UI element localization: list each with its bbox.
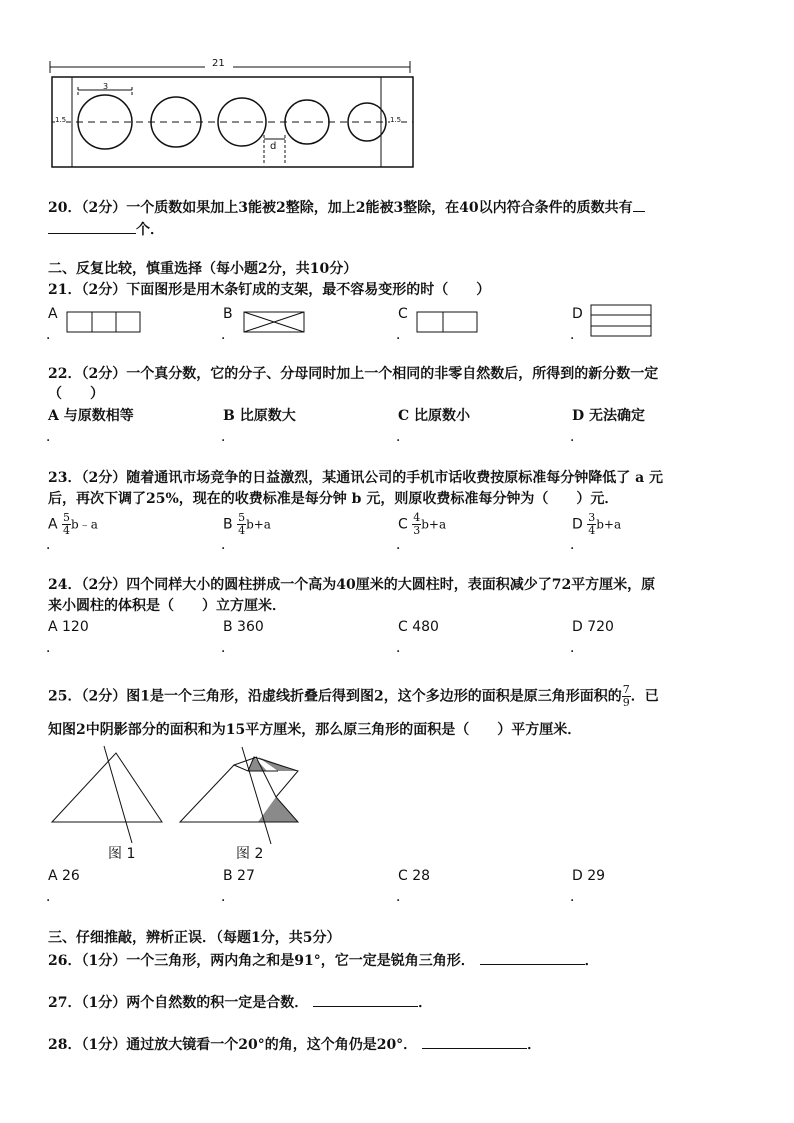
- q21-option-a-letter[interactable]: A: [48, 306, 58, 322]
- q22-option-c[interactable]: C 比原数小: [398, 408, 471, 424]
- q22-dot-a: ．: [46, 429, 60, 445]
- q25-figure1-label: 图 1: [108, 846, 136, 862]
- q23-option-c[interactable]: C $\frac{4}{3}$ b+a: [398, 511, 447, 537]
- q22-stem: 22．（2分）一个真分数，它的分子、分母同时加上一个相同的非零自然数后，所得到的新分数一定: [48, 366, 659, 382]
- left-margin-label: 1.5: [55, 116, 67, 124]
- q21-option-c-letter[interactable]: C: [398, 306, 408, 322]
- q25-option-c[interactable]: C 28: [398, 868, 431, 884]
- q23-dot-a: ．: [46, 537, 60, 553]
- q22-option-d[interactable]: D 无法确定: [572, 408, 646, 424]
- q27-answer-blank[interactable]: [313, 992, 418, 1007]
- q25-dot-a: ．: [46, 889, 60, 905]
- q22-dot-b: ．: [221, 429, 235, 445]
- q20-line2: 个．: [48, 219, 164, 240]
- section2-title: 二、反复比较，慎重选择（每小题2分，共10分）: [48, 261, 358, 277]
- q24-option-b[interactable]: B 360: [223, 619, 264, 635]
- q26-line: 26．（1分）一个三角形，两内角之和是91°，它一定是锐角三角形． ．: [48, 950, 599, 971]
- q23-option-d-fraction: $\frac{3}{4}$: [588, 511, 596, 537]
- q22-option-a[interactable]: A 与原数相等: [48, 408, 134, 424]
- q25-line2: 知图2中阴影部分的面积和为15平方厘米，那么原三角形的面积是（ ）平方厘米．: [48, 722, 582, 738]
- q21-option-b-figure: [243, 311, 307, 335]
- q20-line1: 20．（2分）一个质数如果加上3能被2整除，加上2能被3整除，在40以内符合条件的质数共有: [48, 197, 645, 218]
- q25-dot-c: ．: [396, 889, 410, 905]
- q24-line1: 24．（2分）四个同样大小的圆柱拼成一个高为40厘米的大圆柱时，表面积减少了72平方厘米，原: [48, 577, 656, 593]
- q22-option-b[interactable]: B 比原数大: [223, 408, 296, 424]
- q23-option-a-fraction: $\frac{5}{4}$: [63, 511, 71, 537]
- q23-line2: 后，再次下调了25%，现在的收费标准是每分钟 b 元，则原收费标准每分钟为（ ）元．: [48, 491, 619, 507]
- q24-dot-d: ．: [570, 640, 584, 656]
- q24-line2: 来小圆柱的体积是（ ）立方厘米．: [48, 598, 286, 614]
- q25-fraction: $\frac{7}{9}$: [622, 683, 630, 709]
- right-margin-label: 1.5: [390, 116, 402, 124]
- q25-option-d[interactable]: D 29: [572, 868, 606, 884]
- q28-line: 28．（1分）通过放大镜看一个20°的角，这个角仍是20°． ．: [48, 1034, 541, 1055]
- q22-stem2: （ ）: [48, 386, 104, 402]
- q23-option-b-fraction: $\frac{5}{4}$: [238, 511, 246, 537]
- q25-line1: 25．（2分）图1是一个三角形，沿虚线折叠后得到图2，这个多边形的面积是原三角形面积的 $\frac{7}{9}$ ．已: [48, 683, 659, 709]
- q21-stem: 21．（2分）下面图形是用木条钉成的支架，最不容易变形的时（ ）: [48, 282, 491, 298]
- q21-option-d-letter[interactable]: D: [572, 306, 583, 322]
- q24-option-a[interactable]: A 120: [48, 619, 89, 635]
- q23-option-b[interactable]: B $\frac{5}{4}$ b+a: [223, 511, 271, 537]
- q24-dot-a: ．: [46, 640, 60, 656]
- q23-option-c-fraction: $\frac{4}{3}$: [413, 511, 421, 537]
- q22-dot-c: ．: [396, 429, 410, 445]
- q23-dot-d: ．: [570, 537, 584, 553]
- q21-option-d-figure: [590, 304, 654, 338]
- q28-answer-blank[interactable]: [422, 1034, 527, 1049]
- q25-option-a[interactable]: A 26: [48, 868, 80, 884]
- q25-figure2-folded: [176, 745, 306, 845]
- q21-dot-b: ．: [221, 327, 235, 343]
- q23-option-d[interactable]: D $\frac{3}{4}$ b+a: [572, 511, 622, 537]
- q25-option-b[interactable]: B 27: [223, 868, 255, 884]
- q24-dot-b: ．: [221, 640, 235, 656]
- q21-option-b-letter[interactable]: B: [223, 306, 233, 322]
- q25-dot-b: ．: [221, 889, 235, 905]
- q23-dot-c: ．: [396, 537, 410, 553]
- q23-dot-b: ．: [221, 537, 235, 553]
- q21-dot-d: ．: [570, 327, 584, 343]
- q23-line1: 23．（2分）随着通讯市场竞争的日益激烈，某通讯公司的手机市话收费按原标准每分钟降低了 a 元: [48, 470, 664, 486]
- q21-dot-a: ．: [46, 327, 60, 343]
- q21-option-a-figure: [66, 311, 142, 335]
- q20-answer-blank[interactable]: [48, 219, 136, 234]
- q24-option-d[interactable]: D 720: [572, 619, 614, 635]
- q24-dot-c: ．: [396, 640, 410, 656]
- q23-option-a[interactable]: A $\frac{5}{4}$ b﹣a: [48, 511, 98, 537]
- q22-dot-d: ．: [570, 429, 584, 445]
- width-label: 21: [212, 58, 225, 69]
- q24-option-c[interactable]: C 480: [398, 619, 439, 635]
- diameter-label: 3: [103, 82, 109, 91]
- q25-figure2-label: 图 2: [236, 846, 264, 862]
- section3-title: 三、仔细推敲，辨析正误．（每题1分，共5分）: [48, 930, 341, 946]
- gap-label: d: [270, 141, 277, 152]
- q26-answer-blank[interactable]: [480, 950, 585, 965]
- q21-option-c-figure: [416, 311, 480, 335]
- q20-blank-tail[interactable]: [633, 197, 645, 212]
- q21-dot-c: ．: [396, 327, 410, 343]
- q27-line: 27．（1分）两个自然数的积一定是合数． ．: [48, 992, 432, 1013]
- board-circles-figure: [45, 55, 420, 175]
- q25-figure1-triangle: [48, 745, 168, 845]
- q25-dot-d: ．: [570, 889, 584, 905]
